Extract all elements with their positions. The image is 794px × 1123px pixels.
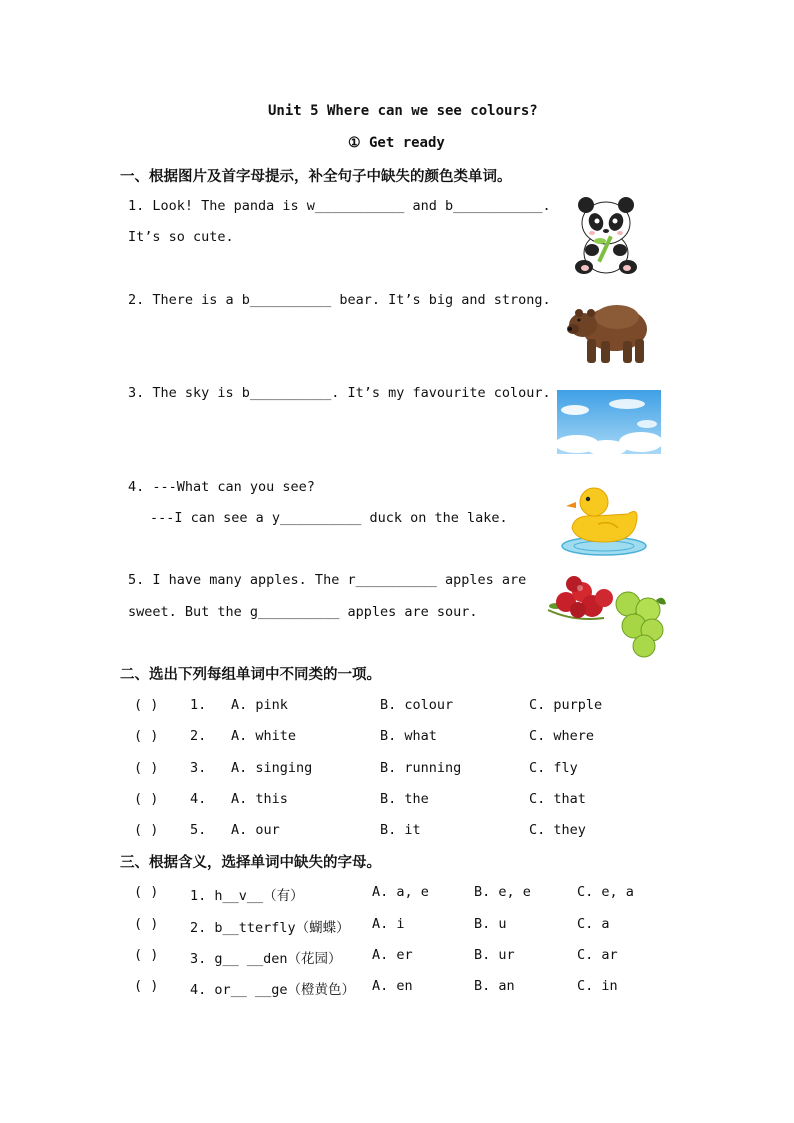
yellow-duck-image [558,480,650,558]
option-b: B. u [474,916,507,932]
option-c: C. fly [529,760,578,776]
answer-blank[interactable]: ( ) [134,728,159,744]
section3-heading: 三、根据含义，选择单词中缺失的字母。 [120,855,381,871]
answer-blank[interactable]: ( ) [134,760,159,776]
option-c: C. a [577,916,610,932]
question-number: 1. [190,697,207,713]
brown-bear-image [565,295,650,367]
answer-blank[interactable]: ( ) [134,916,159,932]
q3-line1: 3. The sky is b__________. It’s my favourite colour. [128,385,551,401]
option-b: B. what [380,728,437,744]
option-b: B. colour [380,697,454,713]
answer-blank[interactable]: ( ) [134,884,159,900]
option-a: A. singing [231,760,313,776]
answer-blank[interactable]: ( ) [134,697,159,713]
question-number: 2. [190,728,207,744]
option-a: A. our [231,822,280,838]
word-with-blanks: 2. b__tterfly（蝴蝶） [190,920,350,936]
q1-line2: It’s so cute. [128,229,234,245]
word-with-blanks: 1. h__v__（有） [190,888,304,904]
apples-image [544,570,670,658]
q4-line2: ---I can see a y__________ duck on the lake. [150,510,508,526]
page-subtitle: ① Get ready [348,135,445,151]
q5-line2: sweet. But the g__________ apples are sour. [128,604,478,620]
option-c: C. ar [577,947,618,963]
option-b: B. it [380,822,421,838]
answer-blank[interactable]: ( ) [134,978,159,994]
option-c: C. they [529,822,586,838]
word-with-blanks: 3. g__ __den（花园） [190,951,342,967]
panda-image [570,195,642,277]
option-a: A. er [372,947,413,963]
option-c: C. that [529,791,586,807]
question-number: 3. [190,760,207,776]
question-number: 4. [190,791,207,807]
blue-sky-image [557,390,661,454]
word-with-blanks: 4. or__ __ge（橙黄色） [190,982,356,998]
answer-blank[interactable]: ( ) [134,947,159,963]
option-c: C. where [529,728,595,744]
option-c: C. e, a [577,884,634,900]
option-b: B. e, e [474,884,531,900]
question-number: 5. [190,822,207,838]
option-c: C. purple [529,697,603,713]
option-b: B. running [380,760,462,776]
answer-blank[interactable]: ( ) [134,822,159,838]
option-a: A. i [372,916,405,932]
option-a: A. white [231,728,297,744]
q4-line1: 4. ---What can you see? [128,479,315,495]
q2-line1: 2. There is a b__________ bear. It’s big and strong. [128,292,551,308]
option-a: A. en [372,978,413,994]
option-a: A. a, e [372,884,429,900]
section1-heading: 一、根据图片及首字母提示，补全句子中缺失的颜色类单词。 [120,169,512,185]
option-b: B. an [474,978,515,994]
page-title: Unit 5 Where can we see colours? [268,103,538,119]
q1-line1: 1. Look! The panda is w___________ and b___________. [128,198,551,214]
option-a: A. this [231,791,288,807]
option-a: A. pink [231,697,288,713]
option-c: C. in [577,978,618,994]
option-b: B. the [380,791,429,807]
answer-blank[interactable]: ( ) [134,791,159,807]
option-b: B. ur [474,947,515,963]
section2-heading: 二、选出下列每组单词中不同类的一项。 [120,667,381,683]
q5-line1: 5. I have many apples. The r__________ apples are [128,572,527,588]
